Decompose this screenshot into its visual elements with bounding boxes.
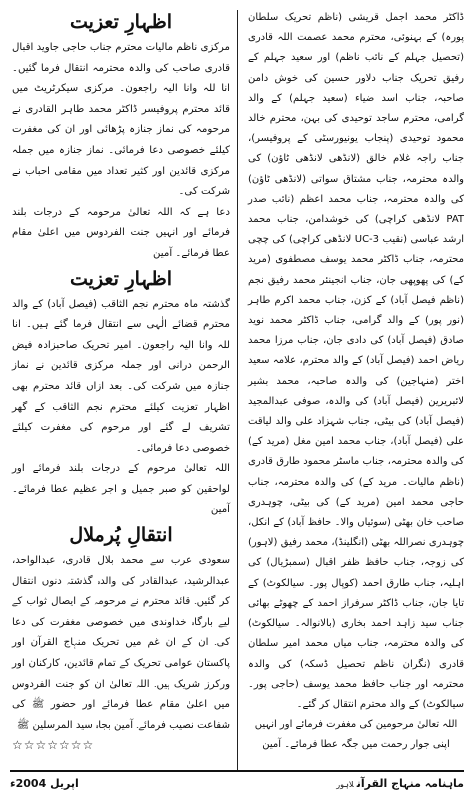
magazine-city: لاہور bbox=[336, 779, 354, 789]
section2-paragraph-1: گذشتہ ماہ محترم نجم الثاقب (فیصل آباد) کے والد محترم قضائے الٰہی سے انتقال فرما گئے ہیں۔ انا للہ وانا الیہ راجعون۔ امیر تحریک صاحبزادہ فیض الرحمن درانی اور جملہ مرکزی قائدین نے نماز جنازہ میں شرکت کی۔ بعد ازاں قائد محترم بھی اظہار تعزیت کیلئے محترم نجم الثاقب کے گھر تشریف لے گئے اور مرحوم کی مغفرت کیلئے خصوصی دعا فرمائی۔ bbox=[12, 298, 230, 454]
column-divider bbox=[237, 10, 238, 770]
section1-paragraph-2: دعا ہے کہ اللہ تعالیٰ مرحومہ کے درجات بلند فرمائے اور انہیں جنت الفردوس میں اعلیٰ مقام عطا فرمائے۔ آمین bbox=[12, 206, 230, 259]
section1-paragraph-1: مرکزی ناظم مالیات محترم جناب حاجی جاوید اقبال قادری صاحب کی والدہ محترمہ انتقال فرما گئیں۔ انا للہ وانا الیہ راجعون۔ مرکزی سیکرٹریٹ میں قائد محترم پروفیسر ڈاکٹر محمد طاہر القادری نے مرحومہ کی نماز جنازہ پڑھائی اور ان کی مغفرت کیلئے خصوصی دعا فرمائی۔ نماز جنازہ میں جملہ مرکزی قائدین اور کثیر تعداد میں مقامی احباب نے شرکت کی۔ bbox=[12, 42, 230, 198]
section-heading-condolence-1: اظہارِ تعزیت bbox=[70, 11, 172, 33]
section2-paragraph-2: اللہ تعالیٰ مرحوم کے درجات بلند فرمائے اور لواحقین کو صبر جمیل و اجر عظیم عطا فرمائے۔ آمین bbox=[12, 463, 230, 516]
stars-ornament: ☆☆☆☆☆☆☆ bbox=[12, 738, 95, 753]
magazine-name: ماہنامہ منہاج القرآن bbox=[356, 776, 464, 790]
right-column bbox=[248, 8, 464, 756]
issue-date: اپریل 2004ء bbox=[10, 776, 79, 790]
footer-rule bbox=[10, 770, 464, 772]
section-heading-demise: انتقالِ پُرملال bbox=[69, 524, 173, 547]
page-footer bbox=[10, 774, 464, 792]
left-column bbox=[12, 8, 230, 752]
section-heading-condolence-2: اظہارِ تعزیت bbox=[70, 267, 172, 290]
prayer-paragraph: اللہ تعالیٰ مرحومین کی مغفرت فرمائے اور انہیں اپنی جوار رحمت میں جگہ عطا فرمائے۔ آمین bbox=[254, 719, 458, 751]
condolence-list-paragraph: ڈاکٹر محمد اجمل قریشی (ناظم تحریک سلطان پورہ) کے بہنوئی، محترم محمد عصمت اللہ قادری (تحصیل جہلم کے نائب ناظم) اور سعید جہلم کے رفیق تحریک جناب دلاور حسین کی خوش دامن صاحبہ، جناب اسد ضیاء (سعید جہلم) کے والد گرامی، محترم ساجد توحیدی کی بہن، محترم خالد محمود توحیدی (پنجاب یونیورسٹی کے پروفیسر)، جناب راجہ غلام خالق (لانڈھی لانڈھی ٹاؤن) کی والدہ محترمہ، جناب مشتاق سواتی (لانڈھی ٹاؤن) کی والدہ محترمہ، جناب محمد اعظم (نائب صدر PAT لانڈھی کراچی) کی خوشدامن، جناب محمد ارشد عباسی (نقیب UC-3 لانڈھی کراچی) کی چچی محترمہ، جناب ڈاکٹر محمد یوسف مصطفوی (مرید کے) کی پھوپھی جان، جناب انجینئر محمد رفیق نجم (ناظم فیصل آباد) کے کزن، جناب محمد اکرم طاہر (نور پور) کے والد گرامی، جناب ڈاکٹر محمد نوید صادق (فیصل آباد) کی دادی جان، جناب مرزا محمد ریاض احمد (فیصل آباد) کے والد محترم، علامہ سعید اختر (منہاجین) کی والدہ صاحبہ، محمد بشیر لائبریرین (فیصل آباد) کی والدہ، صوفی عبدالمجید (فیصل آباد) کی بیٹی، جناب شہزاد علی والد لیاقت علی (فیصل آباد)، جناب محمد امین مغل (مرید کے) کی والدہ محترمہ، جناب ماسٹر محمود طارق قادری (ناظم مالیات۔ مرید کے) کی والدہ محترمہ، جناب حاجی محمد امین (مرید کے) کی بیٹی، چوہدری صاحب خان بھٹی (سوئیاں والا۔ حافظ آباد) کے انکل، چوہدری نصراللہ بھٹی (انگلینڈ)، محمد رفیق (لاہور) کی زوجہ، جناب حافظ ظفر اقبال (سمبڑیال) کی اہلیہ، جناب طارق احمد (کوپال پور۔ سیالکوٹ) کے تایا جان، جناب ڈاکٹر سرفراز احمد کے چھوٹے بھائی جناب سید زاہد احمد بخاری (بالانوالہ۔ سیالکوٹ) کی والدہ محترمہ، جناب میاں محمد امیر سلطان قادری (نگران ناظم تحصیل ڈسکہ) کی والدہ محترمہ اور جناب حافظ محمد یوسف (حاجی پور۔ سیالکوٹ) کے والد محترم انتقال کر گئے۔ bbox=[248, 12, 464, 710]
section3-paragraph-1: سعودی عرب سے محمد بلال قادری، عبدالواحد، عبدالرشید، عبدالقادر کی والدہ گذشتہ دنوں انتقال کر گئیں۔ قائد محترم نے مرحومہ کے ایصال ثواب کے لیے بارگاہ خداوندی میں خصوصی مغفرت کی دعا کی۔ ان کے ان غم میں تحریک منہاج القرآن اور پاکستان عوامی تحریک کے تمام قائدین، کارکنان اور ورکرز شریک ہیں۔ اللہ تعالیٰ ان کو جنت الفردوس میں اعلیٰ مقام عطا فرمائے اور حضور ﷺ کی شفاعت نصیب فرمائے۔ آمین بجاہ سید المرسلین ﷺ bbox=[12, 555, 230, 731]
magazine-title bbox=[336, 777, 464, 790]
